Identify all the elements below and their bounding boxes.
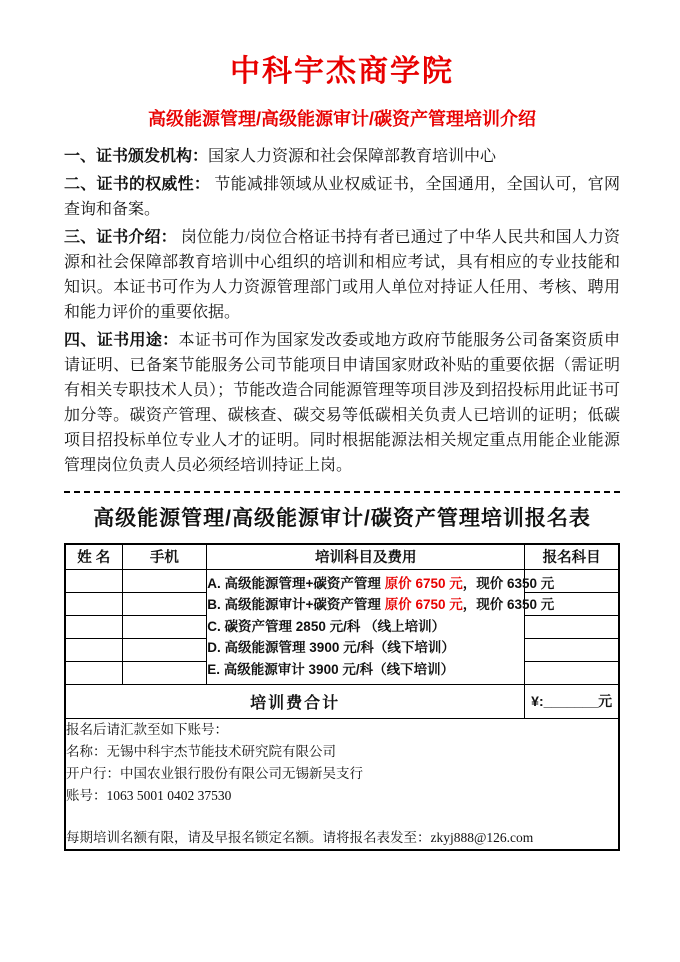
course-line-a: A. 高级能源管理+碳资产管理 原价 6750 元，现价 6350 元 (207, 575, 555, 591)
column-header-subject-fee: 培训科目及费用 (207, 544, 525, 569)
intro-item-authority-label: 二、证书的权威性： (64, 176, 211, 193)
choice-input-cell (525, 615, 619, 638)
course-line-e: E. 高级能源审计 3900 元/科（线下培训） (207, 661, 455, 677)
choice-input-cell (525, 638, 619, 661)
course-line-b: B. 高级能源审计+碳资产管理 原价 6750 元，现价 6350 元 (207, 597, 555, 613)
choice-input-cell (525, 661, 619, 684)
registration-form-title: 高级能源管理/高级能源审计/碳资产管理培训报名表 (93, 507, 591, 530)
phone-input-cell (122, 638, 207, 661)
column-header-phone: 手机 (122, 544, 207, 569)
course-list-cell (207, 569, 555, 684)
phone-input-cell (122, 615, 207, 638)
intro-item-authority-text: 节能减排领域从业权威证书，全国通用，全国认可，官网查询和备案。 (64, 176, 620, 218)
intro-item-description (64, 225, 620, 325)
name-input-cell (65, 661, 122, 684)
name-input-cell (65, 638, 122, 661)
certificate-intro-section (64, 144, 620, 478)
name-input-cell (65, 592, 122, 615)
intro-item-authority (64, 172, 620, 222)
phone-input-cell (122, 592, 207, 615)
original-price-a: 原价 6750 元 (384, 575, 463, 591)
bank-branch: 开户行：中国农业银行股份有限公司无锡新吴支行 (66, 765, 363, 781)
column-header-name: 姓 名 (65, 544, 122, 569)
bank-info-row (65, 718, 619, 850)
total-row (65, 684, 619, 718)
page-title: 中科宇杰商学院 (230, 55, 454, 88)
total-fee-value: ¥:_______元 (525, 684, 619, 718)
table-row (65, 569, 619, 592)
original-price-b: 原价 6750 元 (384, 597, 463, 613)
intro-item-issuer-label: 一、证书颁发机构： (64, 148, 209, 165)
intro-item-usage-label: 四、证书用途： (64, 332, 179, 349)
intro-item-issuer (64, 144, 620, 169)
intro-item-issuer-text: 国家人力资源和社会保障部教育培训中心 (208, 148, 497, 165)
dashed-divider (64, 491, 620, 493)
account-number: 账号：1063 5001 0402 37530 (66, 787, 232, 803)
phone-input-cell (122, 661, 207, 684)
table-header-row (65, 544, 619, 569)
intro-item-description-label: 三、证书介绍： (64, 229, 177, 246)
capacity-note: 每期培训名额有限，请及早报名锁定名额。请将报名表发至：zkyj888@126.com (66, 829, 534, 845)
intro-item-usage (64, 328, 620, 478)
name-input-cell (65, 569, 122, 592)
remit-note: 报名后请汇款至如下账号： (66, 721, 228, 737)
bank-info-cell (65, 718, 619, 850)
registration-table (64, 543, 620, 851)
column-header-choice: 报名科目 (525, 544, 619, 569)
phone-input-cell (122, 569, 207, 592)
intro-item-description-text: 岗位能力/岗位合格证书持有者已通过了中华人民共和国人力资源和社会保障部教育培训中心组织的培训和相应考试，具有相应的专业技能和知识。本证书可作为人力资源管理部门或用人单位对持证人任用、考核、聘用和能力评价的重要依据。 (64, 229, 620, 321)
name-input-cell (65, 615, 122, 638)
course-line-d: D. 高级能源管理 3900 元/科（线下培训） (207, 640, 455, 656)
account-company-name: 名称：无锡中科宇杰节能技术研究院有限公司 (66, 743, 336, 759)
course-line-c: C. 碳资产管理 2850 元/科 （线上培训） (207, 618, 446, 634)
page-subtitle: 高级能源管理/高级能源审计/碳资产管理培训介绍 (148, 109, 536, 129)
total-fee-label: 培训费合计 (65, 684, 525, 718)
intro-item-usage-text: 本证书可作为国家发改委或地方政府节能服务公司备案资质申请证明、已备案节能服务公司节能项目申请国家财政补贴的重要依据（需证明有相关专职技术人员）；节能改造合同能源管理等项目涉及到招投标用此证书可加分等。碳资产管理、碳核查、碳交易等低碳相关负责人已培训的证明；低碳项目招投标单位专业人才的证明。同时根据能源法相关规定重点用能企业能源管理岗位负责人员必须经培训持证上岗。 (64, 332, 620, 474)
